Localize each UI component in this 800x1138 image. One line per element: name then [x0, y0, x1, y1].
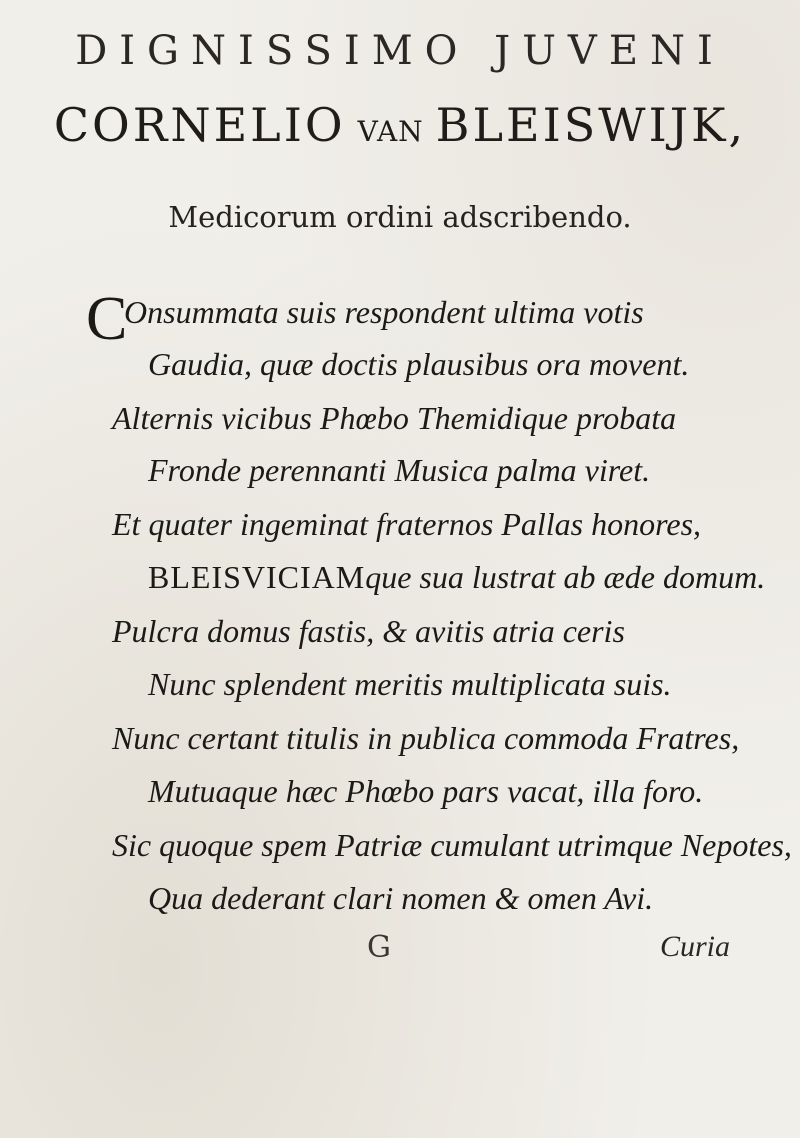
- signature-mark: G: [367, 930, 391, 965]
- poem-line-11: Sic quoque spem Patriæ cumulant utrimque Nepotes,: [112, 827, 792, 863]
- name-last: BLEISWIJK,: [435, 98, 747, 152]
- poem-line-4: Fronde perennanti Musica palma viret.: [148, 452, 651, 488]
- poem-line-7: Pulcra domus fastis, & avitis atria ceris: [112, 613, 625, 649]
- poem-line-9: Nunc certant titulis in publica commoda Fratres,: [112, 720, 740, 756]
- name-first: CORNELIO: [53, 98, 346, 152]
- dedication-heading: DIGNISSIMO JUVENI: [75, 28, 725, 74]
- drop-capital: C: [86, 285, 128, 353]
- poem-line-5: Et quater ingeminat fraternos Pallas honores,: [112, 506, 702, 542]
- poem-line-3: Alternis vicibus Phœbo Themidique probata: [112, 400, 677, 436]
- name-particle: VAN: [357, 115, 424, 148]
- poem-line-12: Qua dederant clari nomen & omen Avi.: [148, 880, 654, 916]
- dedication-subtitle: Medicorum ordini adscribendo.: [168, 200, 632, 234]
- poem-line-1: Onsummata suis respondent ultima votis: [124, 294, 644, 330]
- bleiswijk-smallcaps: BLEISVICIAM: [148, 559, 366, 595]
- catchword: Curia: [660, 930, 731, 963]
- poem-line-8: Nunc splendent meritis multiplicata suis.: [148, 666, 672, 702]
- poem-line-6: [148, 559, 765, 596]
- dedicatee-name: [0, 98, 800, 152]
- poem-line-6-rest: que sua lustrat ab æde domum.: [365, 559, 766, 595]
- poem-line-2: Gaudia, quæ doctis plausibus ora movent.: [148, 346, 690, 382]
- poem-line-10: Mutuaque hæc Phœbo pars vacat, illa foro.: [148, 773, 704, 809]
